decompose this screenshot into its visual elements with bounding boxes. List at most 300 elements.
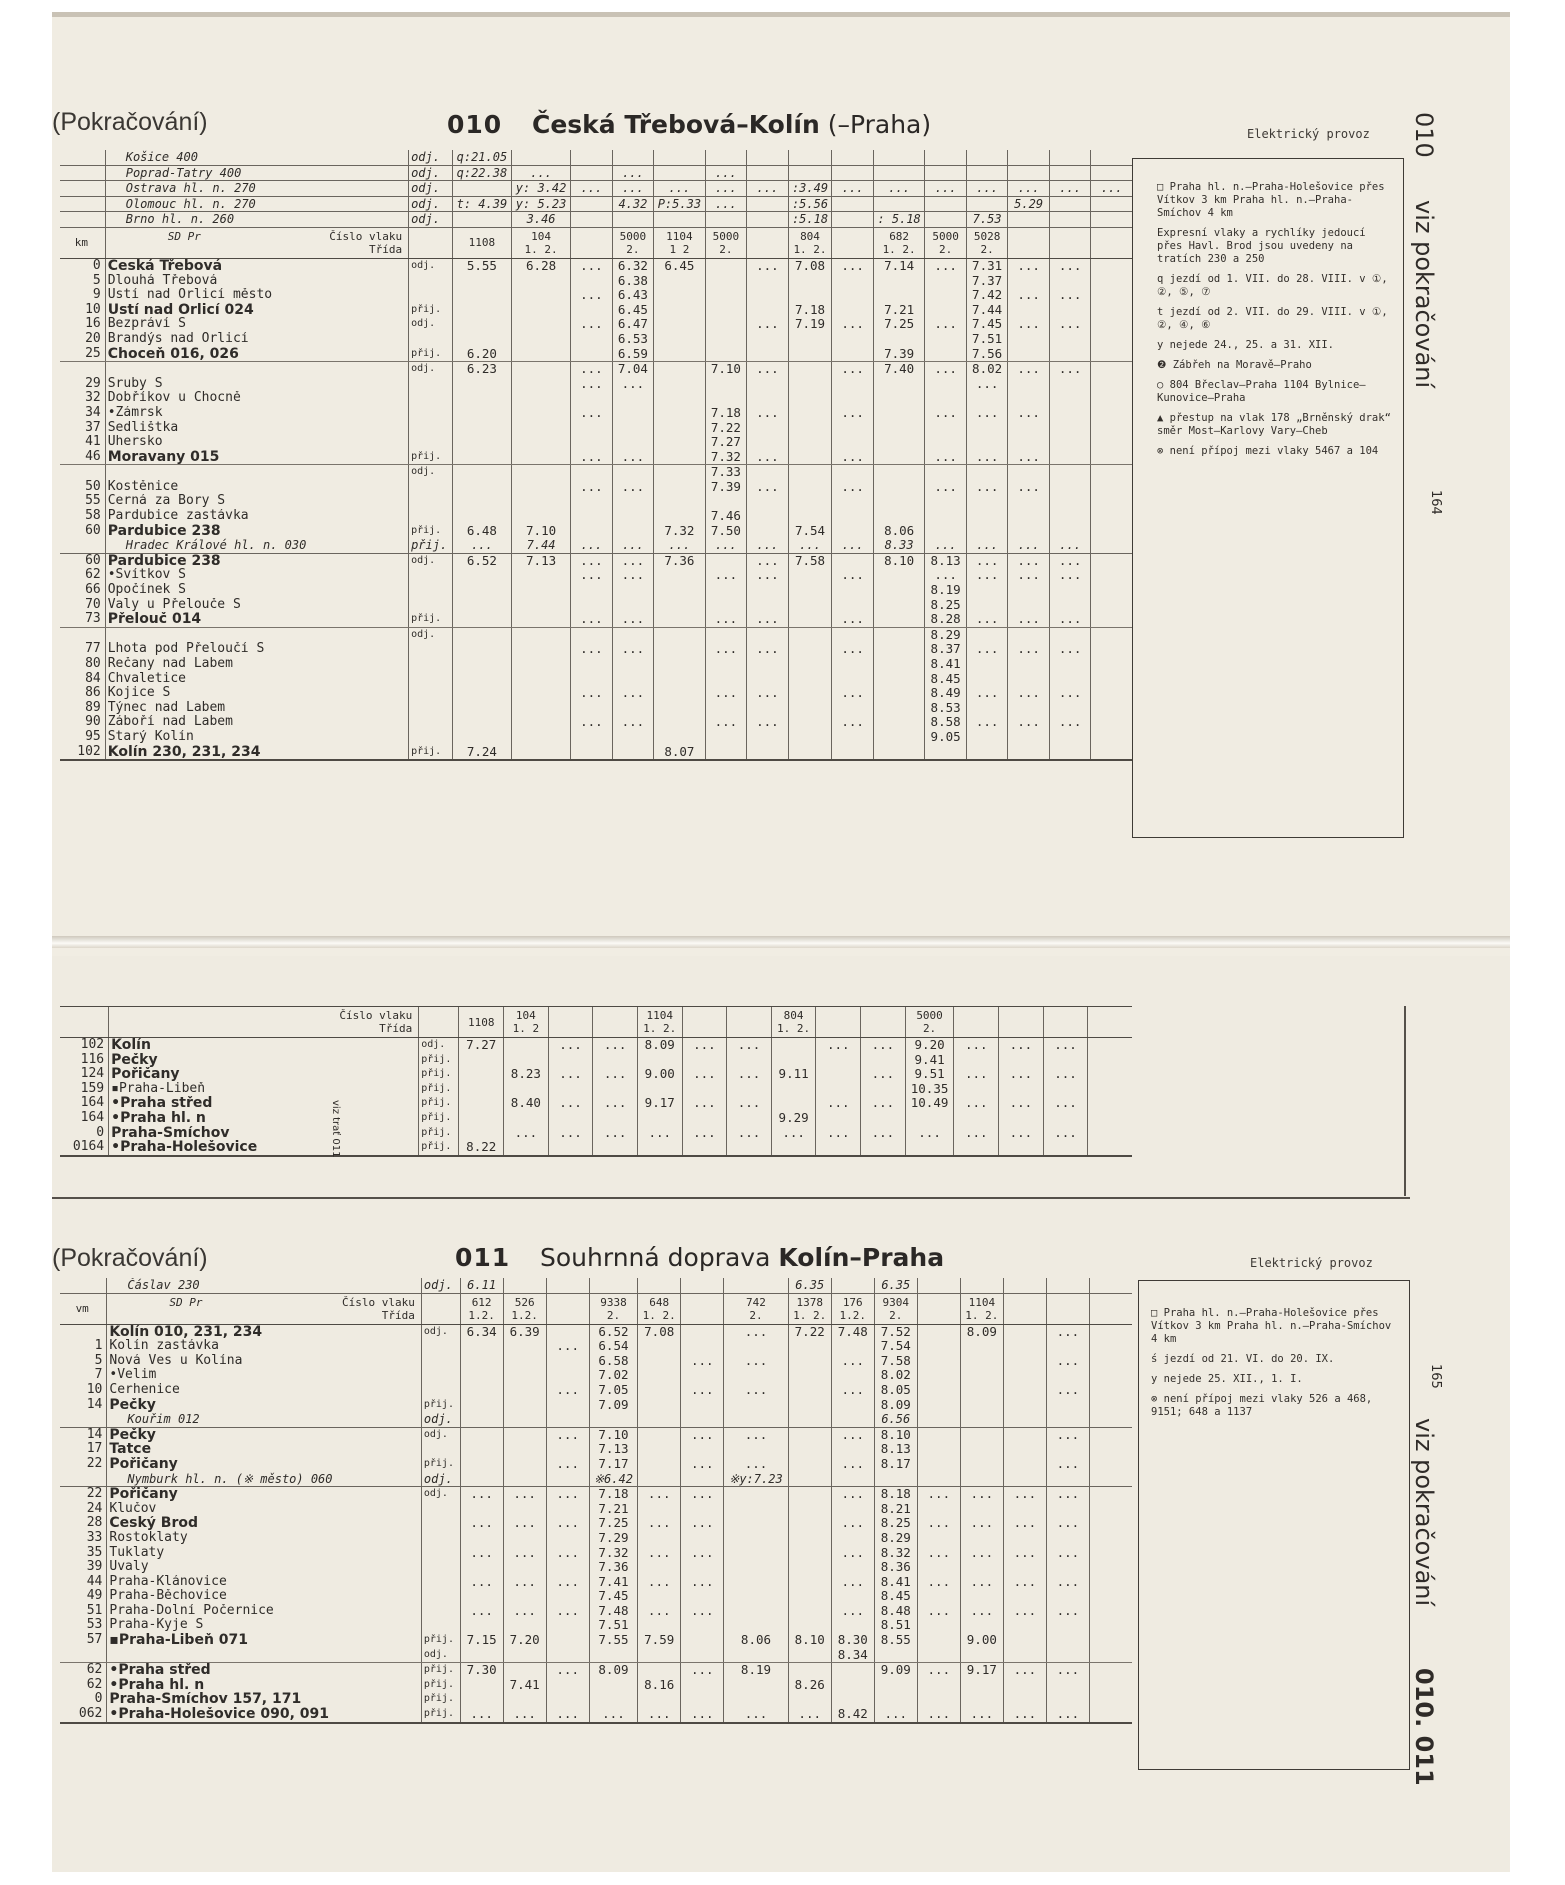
time-cell	[571, 730, 613, 745]
time-cell: ...	[1046, 1663, 1089, 1678]
km-cell	[60, 538, 105, 553]
time-cell	[747, 421, 789, 436]
time-cell	[747, 332, 789, 347]
time-cell	[681, 1692, 724, 1707]
time-cell	[1088, 1038, 1132, 1053]
time-cell	[1091, 258, 1132, 273]
time-cell: ...	[724, 1354, 788, 1369]
km-cell: 34	[85, 405, 101, 420]
time-cell: ...	[832, 480, 874, 495]
train-class: 2.	[749, 1308, 763, 1322]
time-cell: 7.51	[589, 1618, 638, 1633]
time-cell	[832, 494, 874, 509]
km-cell	[60, 465, 105, 480]
time-cell	[747, 165, 789, 181]
time-cell	[681, 1560, 724, 1575]
time-cell	[638, 1383, 681, 1398]
time-cell: 6.48	[452, 524, 511, 539]
time-cell: ...	[1046, 1324, 1089, 1339]
km-cell: 10	[85, 302, 101, 317]
train-number-cell	[724, 1293, 788, 1324]
time-cell	[1003, 1398, 1046, 1413]
time-cell	[1046, 1412, 1089, 1427]
time-cell: 7.37	[966, 274, 1008, 289]
km-cell: 62	[85, 568, 101, 583]
time-cell	[966, 391, 1008, 406]
time-cell	[1008, 391, 1050, 406]
time-cell	[861, 1082, 906, 1097]
time-cell	[1091, 730, 1132, 745]
time-cell	[1091, 435, 1132, 450]
time-cell: 7.32	[705, 450, 747, 465]
train-header-label	[107, 1293, 421, 1324]
time-cell	[917, 1278, 960, 1293]
time-cell: ...	[681, 1546, 724, 1561]
time-cell: ...	[747, 686, 789, 701]
time-cell	[638, 1472, 681, 1487]
time-cell: :3.49	[788, 181, 832, 197]
arrival-departure-cell: odj.	[409, 317, 453, 332]
table-row	[60, 1633, 1132, 1648]
time-cell: ...	[832, 258, 874, 273]
time-cell	[925, 165, 967, 181]
time-cell	[724, 1487, 788, 1502]
time-cell: ...	[1046, 1575, 1089, 1590]
time-cell	[503, 1618, 546, 1633]
time-cell	[548, 1111, 593, 1126]
table-row	[60, 745, 1132, 761]
table-row	[60, 1038, 1132, 1053]
time-cell	[452, 730, 511, 745]
train-class: 1. 2.	[882, 242, 916, 256]
time-cell: ...	[999, 1038, 1044, 1053]
time-cell	[966, 598, 1008, 613]
arrival-departure-cell	[421, 1516, 460, 1531]
km-cell: 5	[94, 1353, 103, 1368]
time-cell	[1008, 494, 1050, 509]
train-number: 104	[515, 1009, 536, 1022]
time-cell	[873, 288, 924, 303]
time-cell: ...	[1049, 362, 1091, 377]
time-cell: ...	[724, 1427, 788, 1442]
km-cell: 102	[60, 745, 105, 761]
time-cell	[724, 1692, 788, 1707]
table-row	[60, 450, 1132, 465]
time-cell: ...	[504, 1126, 549, 1141]
time-cell: 7.58	[788, 553, 832, 568]
time-cell: 7.39	[873, 347, 924, 362]
time-cell: 7.10	[589, 1427, 638, 1442]
time-cell: 8.06	[873, 524, 924, 539]
time-cell: ...	[503, 1707, 546, 1723]
timetable-010	[60, 150, 1132, 761]
time-cell: ...	[571, 538, 613, 553]
time-cell	[832, 627, 874, 642]
time-cell	[788, 465, 832, 480]
train-class: 1. 2.	[793, 242, 827, 256]
time-cell	[1008, 730, 1050, 745]
arrival-departure-cell: odj.	[421, 1487, 460, 1502]
time-cell	[682, 1111, 727, 1126]
train-number-cell	[832, 227, 874, 258]
km-cell: 1	[94, 1339, 103, 1354]
arrival-departure-cell: přij.	[409, 612, 453, 627]
time-cell	[571, 165, 613, 181]
train-header-row	[60, 227, 1132, 258]
time-cell	[571, 672, 613, 687]
time-cell	[873, 745, 924, 761]
time-cell	[1091, 196, 1132, 212]
time-cell	[724, 1648, 788, 1663]
time-cell	[925, 150, 967, 165]
section-011-route: Kolín–Praha	[778, 1243, 945, 1272]
note-item: y nejede 25. XII., 1. I.	[1151, 1373, 1303, 1385]
time-cell	[1091, 657, 1132, 672]
table-row	[60, 494, 1132, 509]
station-cell: ▪Praha-Libeň 071	[107, 1633, 421, 1648]
time-cell	[681, 1412, 724, 1427]
time-cell: 4.32	[612, 196, 654, 212]
time-cell: ...	[593, 1126, 638, 1141]
time-cell: ...	[612, 165, 654, 181]
time-cell	[1049, 657, 1091, 672]
time-cell: 5.29	[1008, 196, 1050, 212]
time-cell	[747, 598, 789, 613]
note-item: t jezdí od 2. VII. do 29. VIII. v ①, ②, ④, ⑥	[1157, 306, 1388, 331]
time-cell: 6.35	[874, 1278, 917, 1293]
station-cell: Ústí nad Orlicí město	[105, 288, 408, 303]
train-number: 5000	[916, 1009, 943, 1022]
time-cell: ...	[832, 450, 874, 465]
time-cell: ...	[571, 362, 613, 377]
time-cell: ...	[593, 1096, 638, 1111]
time-cell	[452, 332, 511, 347]
table-row	[60, 377, 1132, 392]
train-class: 2.	[938, 242, 953, 256]
time-cell	[861, 1140, 906, 1156]
time-cell	[960, 1560, 1003, 1575]
section-010-electric-note: Elektrický provoz	[1247, 127, 1370, 141]
time-cell	[788, 1354, 831, 1369]
time-cell	[460, 1589, 503, 1604]
arrival-departure-cell	[409, 701, 453, 716]
time-cell: 8.30	[831, 1633, 874, 1648]
time-cell: ...	[682, 1038, 727, 1053]
time-cell	[1089, 1648, 1132, 1663]
station-cell: Ostrava hl. n. 270	[105, 181, 408, 197]
origin-row	[60, 165, 1132, 181]
time-cell	[873, 672, 924, 687]
time-cell	[682, 1082, 727, 1097]
train-number: 5028	[973, 229, 1001, 243]
time-cell	[788, 1427, 831, 1442]
station-cell: Pardubice 238	[105, 553, 408, 568]
time-cell: ...	[612, 686, 654, 701]
time-cell	[788, 1663, 831, 1678]
time-cell	[546, 1531, 589, 1546]
arrival-departure-cell: odj.	[409, 165, 453, 181]
train-header-row	[60, 1293, 1132, 1324]
time-cell	[1049, 450, 1091, 465]
time-cell	[1043, 1111, 1088, 1126]
time-cell: ...	[1046, 1546, 1089, 1561]
arrival-departure-cell: přij.	[421, 1678, 460, 1693]
km-cell: 58	[85, 509, 101, 524]
time-cell	[705, 317, 747, 332]
time-cell	[1049, 672, 1091, 687]
time-cell: P:5.33	[654, 196, 705, 212]
time-cell	[832, 421, 874, 436]
time-cell	[654, 494, 705, 509]
time-cell: q:22.38	[452, 165, 511, 181]
table-row	[60, 1487, 1132, 1502]
arrival-departure-cell	[421, 1589, 460, 1604]
time-cell	[1049, 196, 1091, 212]
time-cell	[960, 1368, 1003, 1383]
time-cell: 6.38	[612, 274, 654, 289]
time-cell: ...	[966, 715, 1008, 730]
time-cell: 7.52	[874, 1324, 917, 1339]
time-cell	[1091, 509, 1132, 524]
time-cell	[1003, 1324, 1046, 1339]
time-cell	[460, 1442, 503, 1457]
time-cell: ...	[771, 1126, 816, 1141]
time-cell	[1088, 1082, 1132, 1097]
time-cell	[1046, 1398, 1089, 1413]
time-cell	[925, 524, 967, 539]
time-cell	[788, 1560, 831, 1575]
table-row	[60, 332, 1132, 347]
station-cell: Čáslav 230	[107, 1278, 421, 1293]
time-cell	[681, 1648, 724, 1663]
time-cell	[1089, 1354, 1132, 1369]
arrival-departure-cell: přij.	[419, 1111, 459, 1126]
time-cell	[917, 1457, 960, 1472]
train-number-cell	[1089, 1293, 1132, 1324]
time-cell	[816, 1111, 861, 1126]
time-cell	[512, 332, 571, 347]
time-cell	[1008, 524, 1050, 539]
time-cell	[925, 421, 967, 436]
time-cell	[788, 1368, 831, 1383]
time-cell: q:21.05	[452, 150, 511, 165]
time-cell	[654, 583, 705, 598]
time-cell	[925, 509, 967, 524]
time-cell: ...	[832, 642, 874, 657]
time-cell	[999, 1082, 1044, 1097]
time-cell: ...	[831, 1457, 874, 1472]
train-number: 612	[471, 1295, 492, 1309]
time-cell: ...	[681, 1487, 724, 1502]
station-cell: Kojice S	[105, 686, 408, 701]
time-cell: 8.19	[925, 583, 967, 598]
time-cell	[966, 421, 1008, 436]
time-cell: 6.43	[612, 288, 654, 303]
km-cell: 29	[85, 376, 101, 391]
time-cell	[1049, 212, 1091, 228]
time-cell	[1091, 317, 1132, 332]
time-cell	[503, 1663, 546, 1678]
time-cell: ...	[1003, 1604, 1046, 1619]
time-cell: ...	[593, 1067, 638, 1082]
km-cell: 062	[60, 1707, 107, 1723]
time-cell	[503, 1472, 546, 1487]
time-cell: ...	[705, 715, 747, 730]
time-cell	[960, 1383, 1003, 1398]
time-cell: ...	[1049, 258, 1091, 273]
time-cell	[512, 686, 571, 701]
station-cell: Rostoklaty	[107, 1531, 421, 1546]
time-cell	[1091, 212, 1132, 228]
time-cell	[873, 568, 924, 583]
time-cell	[546, 1368, 589, 1383]
time-cell: 6.23	[452, 362, 511, 377]
time-cell	[874, 1648, 917, 1663]
timetable-011	[60, 1278, 1132, 1724]
time-cell: 8.17	[874, 1457, 917, 1472]
time-cell: ...	[681, 1516, 724, 1531]
time-cell	[788, 715, 832, 730]
time-cell	[654, 627, 705, 642]
time-cell: ...	[966, 553, 1008, 568]
time-cell: ...	[1043, 1126, 1088, 1141]
time-cell	[1049, 274, 1091, 289]
time-cell	[452, 391, 511, 406]
table-row	[60, 274, 1132, 289]
time-cell	[654, 332, 705, 347]
time-cell	[917, 1442, 960, 1457]
time-cell	[546, 1324, 589, 1339]
time-cell	[1089, 1531, 1132, 1546]
time-cell: ...	[1003, 1546, 1046, 1561]
time-cell	[460, 1412, 503, 1427]
station-cell: •Praha-Holešovice 090, 091	[107, 1707, 421, 1723]
time-cell: ...	[1008, 642, 1050, 657]
time-cell	[999, 1140, 1044, 1156]
time-cell	[832, 465, 874, 480]
time-cell: ...	[1003, 1516, 1046, 1531]
time-cell: 7.09	[589, 1398, 638, 1413]
time-cell	[654, 715, 705, 730]
time-cell	[681, 1398, 724, 1413]
time-cell	[1008, 701, 1050, 716]
time-cell	[1008, 435, 1050, 450]
time-cell: ...	[831, 1487, 874, 1502]
table-row	[60, 1648, 1132, 1663]
table-row	[60, 1502, 1132, 1517]
time-cell: 7.45	[589, 1589, 638, 1604]
time-cell	[771, 1038, 816, 1053]
time-cell	[1089, 1502, 1132, 1517]
time-cell	[612, 598, 654, 613]
time-cell	[638, 1339, 681, 1354]
time-cell	[638, 1560, 681, 1575]
time-cell	[571, 435, 613, 450]
time-cell	[546, 1412, 589, 1427]
time-cell	[1091, 642, 1132, 657]
station-cell: Dobříkov u Chocně	[105, 391, 408, 406]
arrival-departure-cell: odj.	[421, 1472, 460, 1487]
time-cell	[788, 1442, 831, 1457]
time-cell	[788, 686, 832, 701]
section-011-electric-note: Elektrický provoz	[1250, 1256, 1373, 1270]
time-cell	[1091, 465, 1132, 480]
time-cell	[1089, 1324, 1132, 1339]
time-cell: 9.41	[905, 1053, 954, 1068]
time-cell	[747, 391, 789, 406]
time-cell	[512, 568, 571, 583]
km-cell: 80	[85, 657, 101, 671]
station-cell: Pečky	[109, 1053, 419, 1068]
time-cell: 7.30	[460, 1663, 503, 1678]
km-cell: 77	[85, 642, 101, 657]
time-cell	[788, 421, 832, 436]
time-cell	[873, 657, 924, 672]
page-number-164: 164	[1428, 490, 1443, 515]
time-cell	[873, 627, 924, 642]
train-number: 1108	[468, 236, 496, 250]
time-cell: ...	[681, 1383, 724, 1398]
station-cell: Praha-Kyje S	[107, 1618, 421, 1633]
table-row	[60, 1618, 1132, 1633]
time-cell	[1089, 1457, 1132, 1472]
station-cell: Nová Ves u Kolína	[107, 1354, 421, 1369]
arrival-departure-cell: odj.	[409, 553, 453, 568]
time-cell	[637, 1053, 682, 1068]
time-cell	[1091, 598, 1132, 613]
time-cell: 9.51	[905, 1067, 954, 1082]
time-cell	[654, 421, 705, 436]
time-cell: 8.10	[788, 1633, 831, 1648]
time-cell	[747, 288, 789, 303]
time-cell	[546, 1618, 589, 1633]
time-cell	[681, 1324, 724, 1339]
station-cell: •Zámrsk	[105, 406, 408, 421]
time-cell: ...	[917, 1575, 960, 1590]
station-cell: Pořičany	[109, 1067, 419, 1082]
time-cell	[571, 421, 613, 436]
time-cell	[966, 435, 1008, 450]
time-cell: ...	[831, 1575, 874, 1590]
time-cell: ...	[571, 450, 613, 465]
arrival-departure-cell: přij.	[419, 1053, 459, 1068]
time-cell	[1043, 1140, 1088, 1156]
station-cell: Pečky	[107, 1427, 421, 1442]
time-cell	[1008, 347, 1050, 362]
time-cell: ...	[460, 1487, 503, 1502]
train-class: 2.	[719, 242, 733, 256]
time-cell: ...	[546, 1516, 589, 1531]
time-cell	[960, 1678, 1003, 1693]
time-cell	[832, 391, 874, 406]
time-cell: ...	[999, 1096, 1044, 1111]
time-cell	[512, 288, 571, 303]
time-cell: ...	[548, 1096, 593, 1111]
time-cell	[503, 1692, 546, 1707]
time-cell	[546, 1633, 589, 1648]
time-cell: 8.02	[966, 362, 1008, 377]
arrival-departure-cell	[409, 332, 453, 347]
sd-pr-label: SD Pr	[167, 229, 201, 243]
time-cell: 8.09	[589, 1663, 638, 1678]
time-cell	[654, 288, 705, 303]
time-cell	[1046, 1368, 1089, 1383]
time-cell: ...	[747, 553, 789, 568]
time-cell	[788, 288, 832, 303]
time-cell	[954, 1053, 999, 1068]
time-cell	[1091, 583, 1132, 598]
time-cell: 8.41	[925, 657, 967, 672]
